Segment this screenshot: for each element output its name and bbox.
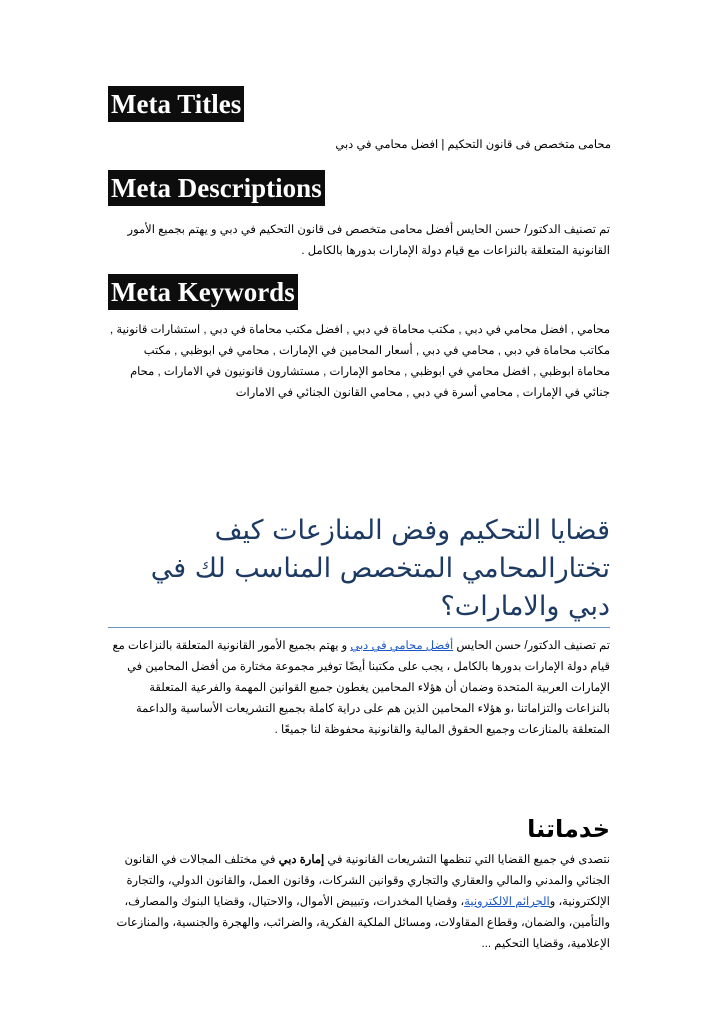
meta-description-text: تم تصنيف الدكتور/ حسن الحايس أفضل محامى متخصص فى قانون التحكيم في دبي و يهتم بجميع الأمور القانونية المتعلقة بالنزاعات مع قيام دولة الإمارات بدورها بالكامل . xyxy=(127,224,610,257)
intro-text-start: تم تصنيف الدكتور/ حسن الحايس xyxy=(453,640,610,652)
meta-keywords-heading: Meta Keywords xyxy=(108,274,298,310)
services-text-part1: نتصدى في جميع القضايا التي تنظمها التشريعات القانونية في xyxy=(324,854,610,866)
best-lawyer-dubai-link[interactable]: أفضل محامي في دبي xyxy=(350,640,454,652)
meta-titles-heading: Meta Titles xyxy=(108,86,244,122)
meta-descriptions-heading: Meta Descriptions xyxy=(108,170,325,206)
intro-text-end: و يهتم بجميع الأمور القانونية المتعلقة بالنزاعات مع قيام دولة الإمارات بدورها بالكامل ، يجب على مكتبنا أيضًا توفير مجموعة مختارة من أفضل المحامين في الإمارات العربية المتحدة وضمان أن هؤلاء المحامين يغطون جميع القوانين المهمة والفرعية المتعلقة بالنزاعات والتزاماتنا ،و هؤلاء المحامين الذين هم على دراية كاملة بجميع التشريعات الأساسية والداعمة المتعلقة بالمنازعات وجميع الحقوق المالية والقانونية محفوظة لنا جميعًا . xyxy=(112,640,610,736)
cyber-crimes-link[interactable]: الجرائم الالكترونية xyxy=(464,896,550,908)
services-text-part2: في مختلف المجالات في القانون الجنائي والمدني والمالي والعقاري والتجاري وقوانين الشركات، وقانون العمل، والقانون الدولي، والتجارة الإلكترونية، و xyxy=(124,854,610,908)
services-text-part3: ، وقضايا المخدرات، وتبييض الأموال، والاحتيال، وقضايا البنوك والمصارف، والتأمين، والضمان، وقطاع المقاولات، ومسائل الملكية الفكرية، والضرائب، والهجرة والجنسية، والمنازعات الإعلامية، وقضايا التحكيم ... xyxy=(116,896,610,950)
meta-title-text: محامى متخصص فى قانون التحكيم | افضل محامي في دبي xyxy=(335,139,611,151)
article-heading: قضايا التحكيم وفض المنازعات كيف تختارالمحامي المتخصص المناسب لك في دبي والامارات؟ xyxy=(150,515,610,622)
services-heading: خدماتنا xyxy=(527,815,610,843)
services-bold-emirate: إمارة دبي xyxy=(278,854,325,866)
heading-divider xyxy=(108,627,610,628)
article-intro xyxy=(110,636,610,741)
meta-keywords-text: محامي , افضل محامي في دبي , مكتب محاماة في دبي , افضل مكتب محاماة في دبي , استشارات قانونية , مكاتب محاماة في دبي , محامي في دبي , أسعار المحامين في الإمارات , محامي في ابوظبي , مكتب محاماة ابوظبي , افضل محامي في ابوظبي , محامو الإمارات , مستشارون قانونيون في الامارات , محام جنائي في الإمارات , محامي أسرة في دبي , محامي القانون الجنائي في الامارات xyxy=(110,324,610,399)
services-text xyxy=(110,850,610,955)
